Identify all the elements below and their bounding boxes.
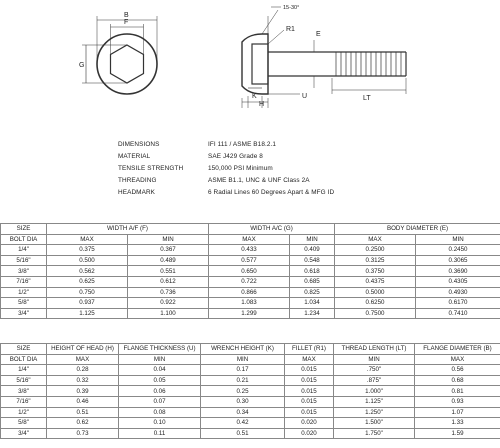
- sub-header-row: [1, 354, 500, 365]
- value-cell: 0.7410: [416, 308, 500, 319]
- spec-row-tensile: [118, 165, 334, 177]
- header-cell: MIN: [128, 234, 209, 245]
- header-cell: BOLT DIA: [1, 234, 47, 245]
- size-cell: 5/16": [1, 255, 47, 266]
- value-cell: 0.62: [47, 418, 119, 429]
- value-cell: 0.922: [128, 298, 209, 309]
- value-cell: 1.07: [415, 407, 500, 418]
- spec-label: TENSILE STRENGTH: [118, 165, 184, 173]
- value-cell: 0.548: [290, 255, 335, 266]
- spec-value: 6 Radial Lines 60 Degrees Apart & MFG ID: [208, 189, 335, 197]
- header-cell: MAX: [415, 354, 500, 365]
- value-cell: 1.500": [334, 418, 415, 429]
- value-cell: 1.100: [128, 308, 209, 319]
- spec-value: ASME B1.1, UNC & UNF Class 2A: [208, 177, 310, 185]
- size-cell: 1/2": [1, 407, 47, 418]
- spec-value: SAE J429 Grade 8: [208, 153, 263, 161]
- size-cell: 7/16": [1, 396, 47, 407]
- size-cell: 5/16": [1, 375, 47, 386]
- dim-e: E: [316, 31, 321, 38]
- value-cell: 1.299: [209, 308, 290, 319]
- dim-angle: 15-30°: [283, 5, 300, 11]
- value-cell: 0.489: [128, 255, 209, 266]
- header-cell: MIN: [416, 234, 500, 245]
- header-cell: WIDTH A/C (G): [209, 224, 335, 235]
- value-cell: 0.25: [201, 386, 285, 397]
- value-cell: 0.6250: [335, 298, 416, 309]
- value-cell: 0.2450: [416, 245, 500, 256]
- value-cell: 1.59: [415, 428, 500, 439]
- value-cell: 0.722: [209, 276, 290, 287]
- bolt-drawing: [0, 0, 500, 130]
- spec-row-material: [118, 153, 334, 165]
- table-row: [1, 396, 500, 407]
- value-cell: 0.17: [201, 365, 285, 376]
- spec-label: THREADING: [118, 177, 157, 185]
- value-cell: 0.21: [201, 375, 285, 386]
- header-cell: MIN: [201, 354, 285, 365]
- header-cell: WIDTH A/F (F): [47, 224, 209, 235]
- value-cell: 0.015: [285, 375, 334, 386]
- size-cell: 3/8": [1, 386, 47, 397]
- dim-b: B: [124, 12, 129, 19]
- table-row: [1, 298, 500, 309]
- value-cell: 0.10: [119, 418, 201, 429]
- header-cell: MIN: [119, 354, 201, 365]
- value-cell: 0.30: [201, 396, 285, 407]
- table-row: [1, 386, 500, 397]
- header-cell: MAX: [335, 234, 416, 245]
- header-cell: SIZE: [1, 344, 47, 355]
- spec-row-dimensions: [118, 141, 334, 153]
- header-cell: SIZE: [1, 224, 47, 235]
- dim-f: F: [124, 19, 129, 26]
- value-cell: 0.4375: [335, 276, 416, 287]
- value-cell: 0.3750: [335, 266, 416, 277]
- header-cell: BODY DIAMETER (E): [335, 224, 500, 235]
- size-cell: 1/2": [1, 287, 47, 298]
- dim-lt: LT: [363, 95, 371, 102]
- table-row: [1, 255, 500, 266]
- value-cell: 0.551: [128, 266, 209, 277]
- table-row: [1, 418, 500, 429]
- value-cell: 0.3125: [335, 255, 416, 266]
- value-cell: 0.020: [285, 428, 334, 439]
- value-cell: 0.5000: [335, 287, 416, 298]
- value-cell: 0.625: [47, 276, 128, 287]
- dimensions-table-2: [0, 343, 500, 439]
- table-row: [1, 276, 500, 287]
- size-cell: 3/8": [1, 266, 47, 277]
- header-cell: FILLET (R1): [285, 344, 334, 355]
- value-cell: 0.39: [47, 386, 119, 397]
- value-cell: 1.034: [290, 298, 335, 309]
- spec-value: IFI 111 / ASME B18.2.1: [208, 141, 277, 148]
- value-cell: 0.367: [128, 245, 209, 256]
- value-cell: 1.250": [334, 407, 415, 418]
- flange-profile: [242, 34, 268, 94]
- value-cell: 0.866: [209, 287, 290, 298]
- table-1-body: [1, 245, 500, 319]
- header-cell: MAX: [47, 234, 128, 245]
- value-cell: 0.68: [415, 375, 500, 386]
- value-cell: 0.3690: [416, 266, 500, 277]
- table-row: [1, 308, 500, 319]
- size-cell: 3/4": [1, 428, 47, 439]
- value-cell: 0.020: [285, 418, 334, 429]
- value-cell: 0.04: [119, 365, 201, 376]
- value-cell: 0.3065: [416, 255, 500, 266]
- value-cell: 0.51: [201, 428, 285, 439]
- flange-circle: [97, 34, 157, 94]
- value-cell: 0.93: [415, 396, 500, 407]
- size-cell: 5/8": [1, 298, 47, 309]
- table-row: [1, 287, 500, 298]
- value-cell: 0.375: [47, 245, 128, 256]
- value-cell: 0.2500: [335, 245, 416, 256]
- value-cell: 0.81: [415, 386, 500, 397]
- value-cell: 0.34: [201, 407, 285, 418]
- header-cell: MIN: [334, 354, 415, 365]
- value-cell: 0.409: [290, 245, 335, 256]
- value-cell: 0.28: [47, 365, 119, 376]
- value-cell: 0.56: [415, 365, 500, 376]
- size-cell: 1/4": [1, 365, 47, 376]
- value-cell: 0.7500: [335, 308, 416, 319]
- header-cell: MAX: [47, 354, 119, 365]
- dim-u: U: [302, 93, 308, 100]
- value-cell: 0.562: [47, 266, 128, 277]
- table-row: [1, 365, 500, 376]
- value-cell: 0.6170: [416, 298, 500, 309]
- spec-row-headmark: [118, 189, 334, 201]
- value-cell: 0.05: [119, 375, 201, 386]
- value-cell: 0.736: [128, 287, 209, 298]
- value-cell: 1.33: [415, 418, 500, 429]
- value-cell: 1.750": [334, 428, 415, 439]
- thread-hatching: [336, 52, 401, 76]
- value-cell: 0.51: [47, 407, 119, 418]
- spec-label: DIMENSIONS: [118, 141, 160, 148]
- table-2-body: [1, 365, 500, 439]
- value-cell: 0.937: [47, 298, 128, 309]
- size-cell: 5/8": [1, 418, 47, 429]
- value-cell: .750": [334, 365, 415, 376]
- value-cell: 0.46: [47, 396, 119, 407]
- header-cell: FLANGE THICKNESS (U): [119, 344, 201, 355]
- header-cell: WRENCH HEIGHT (K): [201, 344, 285, 355]
- value-cell: 0.08: [119, 407, 201, 418]
- value-cell: 0.07: [119, 396, 201, 407]
- value-cell: 0.577: [209, 255, 290, 266]
- table-row: [1, 407, 500, 418]
- value-cell: 0.73: [47, 428, 119, 439]
- value-cell: 0.650: [209, 266, 290, 277]
- size-cell: 3/4": [1, 308, 47, 319]
- value-cell: 1.234: [290, 308, 335, 319]
- value-cell: .875": [334, 375, 415, 386]
- header-cell: THREAD LENGTH (LT): [334, 344, 415, 355]
- dim-r1: R1: [286, 26, 295, 33]
- table-row: [1, 245, 500, 256]
- value-cell: 0.750: [47, 287, 128, 298]
- value-cell: 0.015: [285, 396, 334, 407]
- table-row: [1, 375, 500, 386]
- value-cell: 0.32: [47, 375, 119, 386]
- value-cell: 0.11: [119, 428, 201, 439]
- head-profile: [252, 44, 268, 84]
- dim-k: K: [252, 93, 257, 100]
- spec-value: 150,000 PSI Minimum: [208, 165, 273, 173]
- value-cell: 0.825: [290, 287, 335, 298]
- group-header-row: [1, 224, 500, 235]
- value-cell: 1.125: [47, 308, 128, 319]
- spec-row-threading: [118, 177, 334, 189]
- value-cell: 0.500: [47, 255, 128, 266]
- value-cell: 0.4305: [416, 276, 500, 287]
- group-header-row: [1, 344, 500, 355]
- size-cell: 7/16": [1, 276, 47, 287]
- header-cell: FLANGE DIAMETER (B): [415, 344, 500, 355]
- value-cell: 0.685: [290, 276, 335, 287]
- dim-h: H: [259, 101, 265, 108]
- value-cell: 0.015: [285, 407, 334, 418]
- spec-list: [118, 141, 334, 201]
- value-cell: 1.083: [209, 298, 290, 309]
- table-row: [1, 428, 500, 439]
- value-cell: 0.612: [128, 276, 209, 287]
- value-cell: 0.015: [285, 386, 334, 397]
- value-cell: 1.000": [334, 386, 415, 397]
- value-cell: 1.125": [334, 396, 415, 407]
- spec-label: MATERIAL: [118, 153, 151, 161]
- value-cell: 0.433: [209, 245, 290, 256]
- table-row: [1, 266, 500, 277]
- value-cell: 0.4930: [416, 287, 500, 298]
- value-cell: 0.42: [201, 418, 285, 429]
- header-cell: MAX: [285, 354, 334, 365]
- dimensions-table-1: [0, 223, 500, 319]
- value-cell: 0.618: [290, 266, 335, 277]
- header-cell: MAX: [209, 234, 290, 245]
- hex-head: [111, 45, 144, 83]
- spec-label: HEADMARK: [118, 189, 156, 197]
- header-cell: BOLT DIA: [1, 354, 47, 365]
- dim-g: G: [79, 62, 85, 69]
- header-cell: HEIGHT OF HEAD (H): [47, 344, 119, 355]
- sub-header-row: [1, 234, 500, 245]
- value-cell: 0.015: [285, 365, 334, 376]
- size-cell: 1/4": [1, 245, 47, 256]
- value-cell: 0.06: [119, 386, 201, 397]
- header-cell: MIN: [290, 234, 335, 245]
